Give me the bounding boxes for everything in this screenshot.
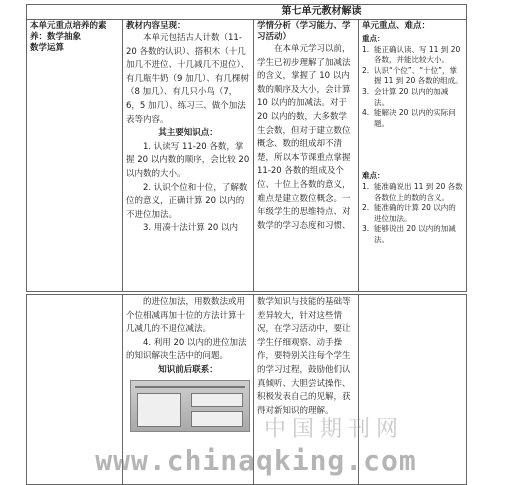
literacy-header-line2: 数学运算	[30, 43, 65, 53]
learner-analysis-paragraph: 在本单元学习以前，学生已初步理解了加减法的含义，掌握了 10 以内数的顺序及大小，会计算 10 以内的加减法。对于 20 以内的数，大多数学生会数，但对于建立数位概念、数的组成却不清楚，所以本节课重点掌握 11-20 各数的组成及个位、十位上各数的意义，难点是建立数位概念。一年级学生的思维特点、对数学的学习态度和习惯、	[257, 44, 351, 231]
knowledge-points-heading: 其主要知识点：	[158, 128, 218, 139]
key-points-column	[359, 20, 467, 292]
table-title-cell	[27, 5, 467, 20]
literacy-column	[27, 20, 123, 292]
literacy-header: 本单元重点培养的素养：数学抽象	[30, 21, 107, 42]
knowledge-point: 3. 用凑十法计算 20 以内	[143, 223, 239, 234]
knowledge-point: 4. 利用 20 以内的进位加法的知识解决生活中的问题。	[126, 337, 247, 362]
page-title: 第七单元教材解读	[281, 6, 362, 17]
unit-analysis-table	[26, 4, 467, 292]
list-item: 1. 能正确认读、写 11 到 20 各数，并能比较大小。	[362, 44, 461, 65]
learner-analysis-column	[254, 20, 359, 292]
learner-analysis-continued: 数学知识与技能的基础等差异较大，针对这些情况，在学习活动中，要让学生仔细观察、动手操作，要特别关注每个学生的学习过程，鼓励他们认真倾听、大胆尝试操作、积极发表自己的见解，获得对新知识的理解。	[257, 297, 351, 416]
watermark-url: www.chinaqking.com	[95, 444, 417, 477]
key-points-label: 重点：	[362, 34, 385, 43]
list-item: 2. 认识“个位”、“十位”，掌握 11 到 20 各数的组成。	[362, 65, 463, 86]
list-item: 1. 能准确说出 11 到 20 各数各数位上的数的含义。	[362, 181, 463, 202]
key-points-list	[362, 45, 463, 130]
content-paragraph: 本单元包括古人计数（11-20 各数的认识）、搭积木（十几加几不进位、十几减几不退位）、有几瓶牛奶（9 加几）、有几棵树（8 加几）、有几只小鸟（7，6，5 加几）、练习三、做个加法表等内容。	[126, 33, 250, 125]
key-points-header: 单元重点、难点：	[362, 21, 431, 31]
knowledge-point: 2. 认识个位和十位，了解数位的意义，正确计算 20 以内的不进位加法。	[126, 182, 248, 220]
list-item: 4. 能解决 20 以内的实际问题。	[362, 108, 456, 128]
list-item: 2. 能准确的计算 20 以内的进位加法。	[362, 203, 456, 223]
textbook-excerpt-image	[130, 380, 250, 432]
difficulty-list	[362, 182, 463, 246]
difficulty-label: 难点：	[362, 171, 385, 181]
content-header: 教材内容呈现：	[126, 21, 186, 31]
knowledge-links-heading: 知识前后联系：	[158, 364, 218, 375]
watermark-cn: 中国期刊网	[264, 417, 405, 442]
list-item: 3. 能够说出 20 以内的加减法。	[362, 224, 456, 244]
list-item: 3. 会计算 20 以内的加减法。	[362, 86, 449, 107]
learner-analysis-header: 学情分析（学习能力、学习活动）	[257, 21, 351, 42]
content-column	[123, 20, 254, 292]
knowledge-point: 1. 认读写 11-20 各数，掌握 20 以内数的顺序，会比较 20 以内数的大小。	[126, 141, 250, 179]
content-continued-paragraph: 的进位加法，用数数法或用个位相减再加十位的方法计算十几减几的不退位减法。	[126, 297, 246, 335]
